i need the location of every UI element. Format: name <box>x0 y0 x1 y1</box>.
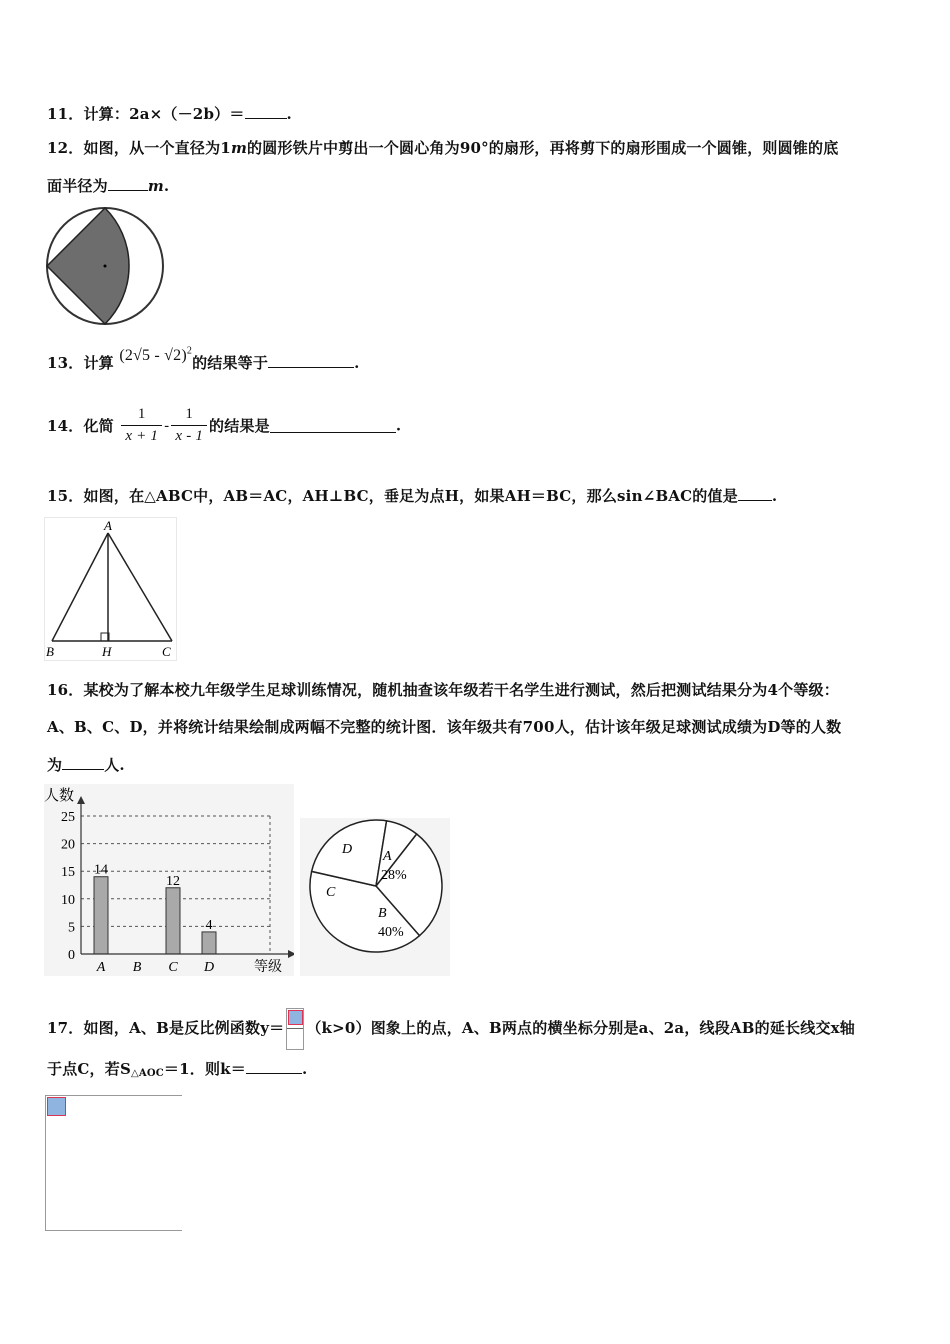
q13-prefix: 计算 <box>83 354 114 372</box>
bar-chart-xlabel: 等级 <box>254 960 282 975</box>
q15-number: 15． <box>47 487 84 505</box>
q17-text2b: ＝1．则k＝ <box>163 1060 246 1078</box>
question-16-line1 <box>47 679 839 700</box>
q11-text: 计算：2a×（－2b）＝ <box>83 105 245 123</box>
x-tick-label: B <box>132 960 142 975</box>
y-tick-label: 25 <box>61 810 75 825</box>
q12-unit: m <box>147 177 164 195</box>
question-12-line1 <box>47 137 838 158</box>
y-tick-label: 0 <box>68 948 75 963</box>
broken-image-icon <box>47 1097 66 1116</box>
q13-expression <box>119 347 192 364</box>
pie-label-A: A <box>383 849 392 864</box>
q16-text3-end: 人. <box>104 756 125 774</box>
bar-value-label: 12 <box>166 873 180 889</box>
q11-answer-blank[interactable] <box>245 104 287 119</box>
q13-answer-blank[interactable] <box>268 353 354 368</box>
q17-answer-blank[interactable] <box>246 1059 302 1074</box>
y-tick-label: 15 <box>61 865 75 881</box>
q12-value: 1 <box>220 139 231 157</box>
q16-text3: 为 <box>47 756 63 774</box>
bar-value-label: 4 <box>205 917 213 933</box>
q16-text1: 某校为了解本校九年级学生足球训练情况，随机抽查该年级若干名学生进行测试，然后把测试结果分为4个等级： <box>83 681 839 699</box>
question-16-line3 <box>47 754 125 775</box>
pie-percent-B: 40% <box>378 925 404 940</box>
q13-number: 13． <box>47 354 84 372</box>
q16-bar-chart <box>44 784 294 976</box>
question-13 <box>47 345 360 373</box>
broken-image-icon <box>288 1010 303 1025</box>
q15-answer-blank[interactable] <box>738 486 772 501</box>
pie-label-C: C <box>326 885 336 900</box>
q14-f1-numerator: 1 <box>121 406 162 426</box>
question-11 <box>47 103 292 124</box>
label-A: A <box>104 518 112 533</box>
q16-number: 16． <box>47 681 84 699</box>
q14-f1-denominator: x + 1 <box>125 428 159 444</box>
q12-text1b: 的圆形铁片中剪出一个圆心角为90°的扇形，再将剪下的扇形围成一个圆锥，则圆锥的底 <box>247 139 839 157</box>
x-tick-label: C <box>168 960 178 975</box>
q15-text: 如图，在△ABC中，AB＝AC，AH⊥BC，垂足为点H，如果AH＝BC，那么sin∠BAC的值是 <box>83 487 738 505</box>
question-16-line2 <box>47 716 841 737</box>
bar-chart-ylabel: 人数 <box>44 788 75 804</box>
q17-broken-figure-image <box>45 1095 182 1231</box>
q13-expr: (2√5 - √2) <box>119 347 187 364</box>
q14-prefix: 化简 <box>83 417 114 435</box>
q12-circle-sector-figure <box>44 205 166 329</box>
label-B: B <box>46 644 54 659</box>
q14-fraction-2 <box>171 406 207 445</box>
q11-end: . <box>286 105 292 123</box>
y-tick-label: 5 <box>68 920 75 936</box>
q17-subscript: △AOC <box>130 1068 164 1079</box>
q14-answer-blank[interactable] <box>270 418 396 433</box>
bar-C <box>166 888 180 954</box>
q13-end: . <box>354 354 360 372</box>
q17-broken-formula-image <box>286 1008 304 1050</box>
q17-text1b: （k>0）图象上的点，A、B两点的横坐标分别是a、2a，线段AB的延长线交x轴 <box>306 1019 855 1037</box>
q14-end: . <box>395 416 402 435</box>
y-tick-label: 10 <box>61 892 75 908</box>
q12-unit-inline: m <box>230 139 248 157</box>
bar-A <box>94 877 108 954</box>
q17-text2a: 于点C，若S <box>47 1060 131 1078</box>
formula-fraction-bar <box>287 1028 303 1029</box>
label-C: C <box>162 644 171 659</box>
figure-frame <box>45 518 177 661</box>
sector-shape <box>47 208 129 324</box>
q17-end: . <box>301 1060 308 1078</box>
q12-text1: 如图，从一个直径为 <box>83 139 221 157</box>
y-tick-label: 20 <box>61 837 75 853</box>
q16-pie-chart <box>300 818 450 976</box>
center-point <box>104 265 107 268</box>
q14-minus: - <box>164 416 170 435</box>
q14-f2-denominator: x - 1 <box>175 428 204 444</box>
q14-suffix: 的结果是 <box>209 417 270 435</box>
q14-number: 14． <box>47 417 84 435</box>
q12-number: 12． <box>47 139 84 157</box>
q11-number: 11． <box>47 105 84 123</box>
q14-fraction-1 <box>121 406 162 445</box>
q17-number: 17． <box>47 1019 84 1037</box>
pie-label-D: D <box>342 842 353 857</box>
q13-exponent: 2 <box>186 345 193 357</box>
q15-triangle-figure <box>44 517 178 662</box>
x-tick-label: D <box>203 960 215 975</box>
q13-suffix: 的结果等于 <box>192 354 269 372</box>
q12-text2: 面半径为 <box>47 177 108 195</box>
pie-label-B: B <box>378 906 387 921</box>
q16-text2: A、B、C、D，并将统计结果绘制成两幅不完整的统计图．该年级共有700人，估计该年级足球测试成绩为D等的人数 <box>47 718 842 736</box>
q12-end: . <box>163 177 170 195</box>
q12-answer-blank[interactable] <box>108 176 148 191</box>
q16-answer-blank[interactable] <box>62 755 104 770</box>
question-15 <box>47 485 777 506</box>
q15-end: . <box>771 487 778 505</box>
x-tick-label: A <box>96 960 106 975</box>
bar-value-label: 14 <box>94 862 108 878</box>
q17-text1a: 如图，A、B是反比例函数y＝ <box>83 1019 285 1037</box>
pie-percent-A: 28% <box>381 868 407 883</box>
question-14 <box>47 406 401 445</box>
question-17-line2 <box>47 1058 307 1079</box>
q14-f2-numerator: 1 <box>171 406 207 426</box>
question-17-line1 <box>47 1008 855 1050</box>
label-H: H <box>102 644 112 659</box>
question-12-line2 <box>47 175 169 196</box>
bar-D <box>202 932 216 954</box>
